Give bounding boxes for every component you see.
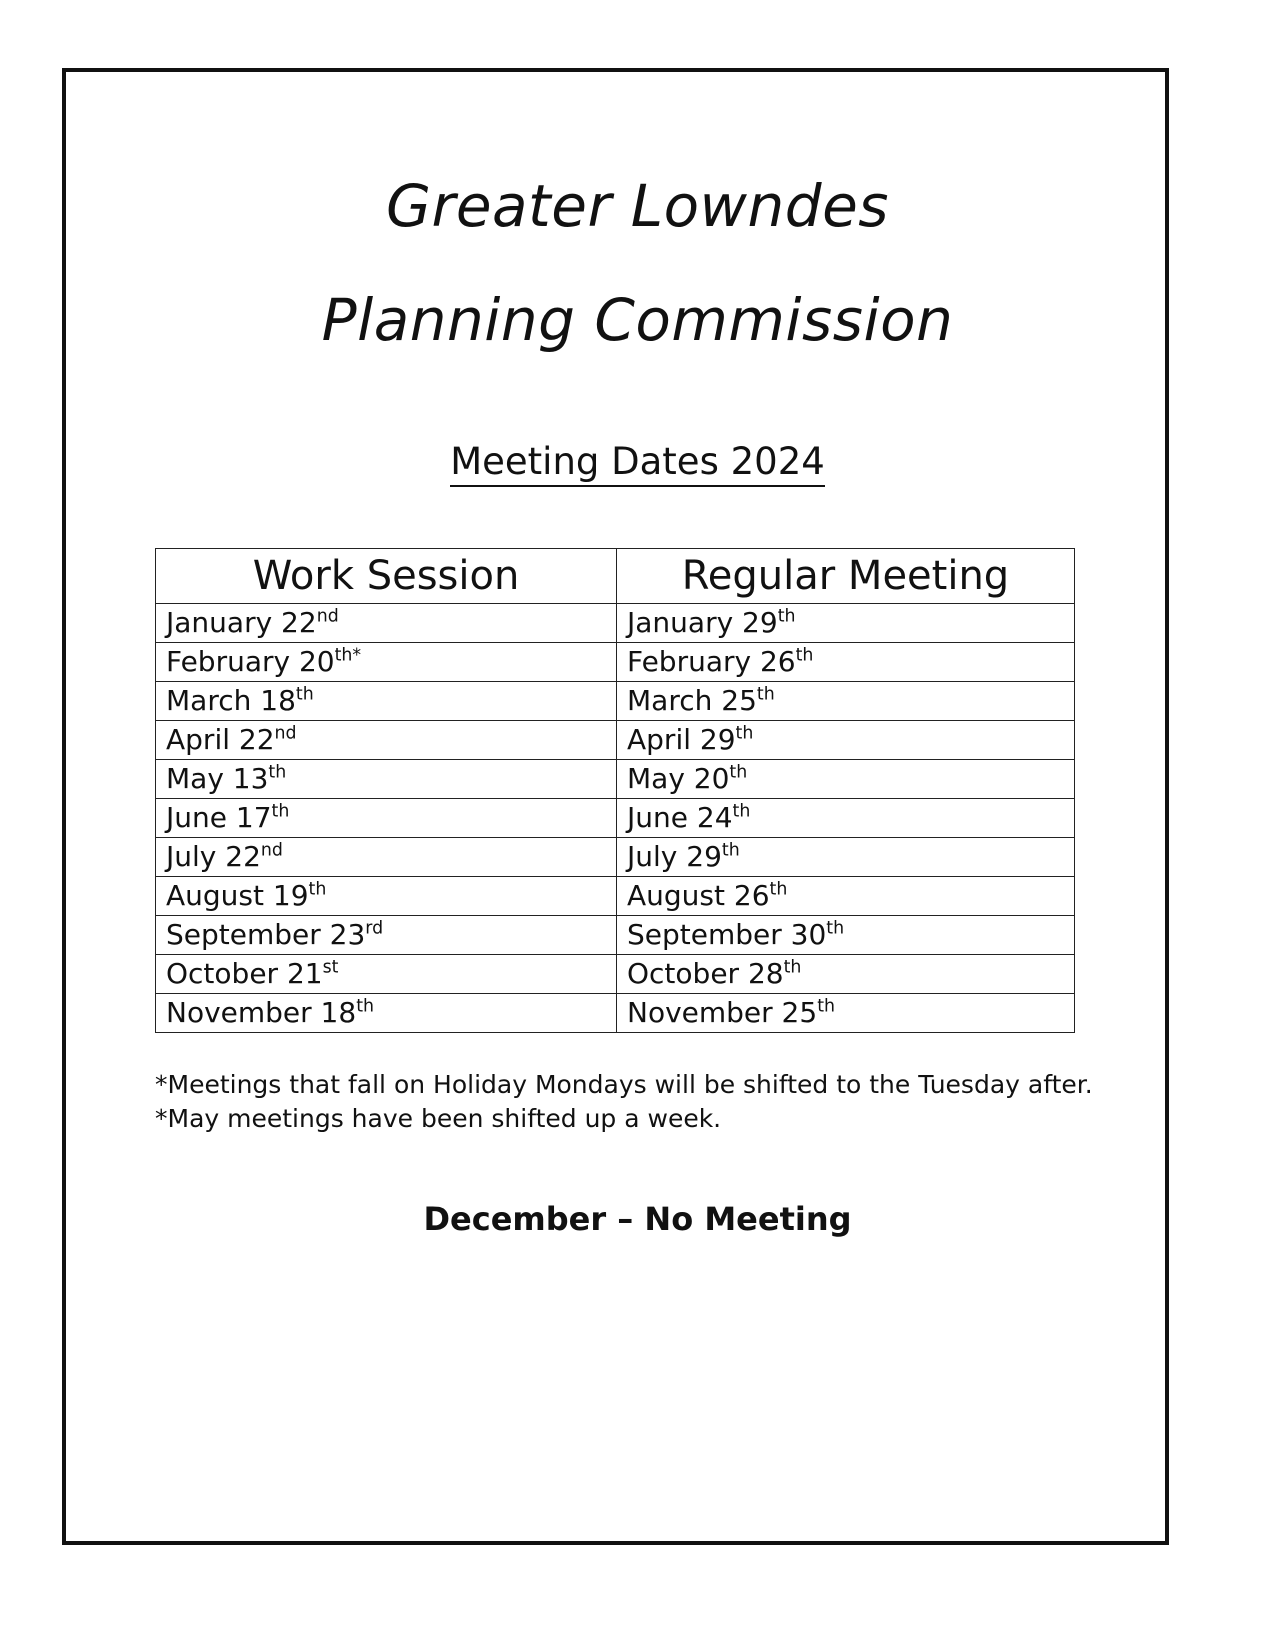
meeting-schedule-table xyxy=(155,548,1075,1033)
date-text: September 23 xyxy=(166,918,366,951)
date-ordinal-suffix: th xyxy=(295,684,314,705)
date-ordinal-suffix: th xyxy=(732,801,751,822)
regular-meeting-date xyxy=(617,955,1075,994)
date-ordinal-suffix: th xyxy=(356,996,375,1017)
date-text: October 28 xyxy=(627,957,784,990)
date-ordinal-suffix: th xyxy=(756,684,775,705)
table-row xyxy=(156,877,1075,916)
page-subtitle xyxy=(0,440,1275,483)
table-body xyxy=(156,604,1075,1033)
date-text: July 29 xyxy=(627,840,722,873)
date-text: February 20 xyxy=(166,645,335,678)
table-row xyxy=(156,799,1075,838)
date-ordinal-suffix: th xyxy=(783,957,802,978)
december-notice: December – No Meeting xyxy=(423,1200,852,1238)
date-text: March 25 xyxy=(627,684,757,717)
date-ordinal-suffix: th xyxy=(826,918,845,939)
work-session-date xyxy=(156,604,617,643)
subtitle-text: Meeting Dates 2024 xyxy=(450,440,825,487)
table-row xyxy=(156,682,1075,721)
date-text: January 22 xyxy=(166,606,317,639)
work-session-date xyxy=(156,799,617,838)
regular-meeting-date xyxy=(617,916,1075,955)
date-ordinal-suffix: th* xyxy=(334,645,362,666)
regular-meeting-date xyxy=(617,760,1075,799)
table-header-row xyxy=(156,549,1075,604)
regular-meeting-date xyxy=(617,643,1075,682)
footnote-holiday: *Meetings that fall on Holiday Mondays will be shifted to the Tuesday after. xyxy=(155,1070,1093,1099)
table-row xyxy=(156,643,1075,682)
work-session-date xyxy=(156,682,617,721)
regular-meeting-date xyxy=(617,604,1075,643)
date-text: January 29 xyxy=(627,606,778,639)
date-text: November 25 xyxy=(627,996,818,1029)
regular-meeting-date xyxy=(617,799,1075,838)
date-text: June 24 xyxy=(627,801,733,834)
title-line-1: Greater Lowndes xyxy=(386,172,889,240)
date-text: August 26 xyxy=(627,879,770,912)
date-text: April 22 xyxy=(166,723,275,756)
work-session-date xyxy=(156,955,617,994)
date-text: March 18 xyxy=(166,684,296,717)
footnote-may: *May meetings have been shifted up a week. xyxy=(155,1104,722,1133)
date-ordinal-suffix: th xyxy=(721,840,740,861)
date-text: May 13 xyxy=(166,762,269,795)
table-row xyxy=(156,838,1075,877)
regular-meeting-date xyxy=(617,721,1075,760)
date-ordinal-suffix: th xyxy=(735,723,754,744)
work-session-date xyxy=(156,838,617,877)
date-ordinal-suffix: th xyxy=(308,879,327,900)
date-text: May 20 xyxy=(627,762,730,795)
date-ordinal-suffix: nd xyxy=(260,840,283,861)
date-ordinal-suffix: rd xyxy=(365,918,384,939)
date-text: September 30 xyxy=(627,918,827,951)
work-session-date xyxy=(156,643,617,682)
title-line-2: Planning Commission xyxy=(321,286,954,354)
date-ordinal-suffix: st xyxy=(322,957,339,978)
column-header-regular-meeting: Regular Meeting xyxy=(617,549,1075,604)
work-session-date xyxy=(156,760,617,799)
date-ordinal-suffix: th xyxy=(795,645,814,666)
regular-meeting-date xyxy=(617,682,1075,721)
table-row xyxy=(156,955,1075,994)
regular-meeting-date xyxy=(617,877,1075,916)
date-ordinal-suffix: nd xyxy=(274,723,297,744)
date-ordinal-suffix: th xyxy=(271,801,290,822)
date-text: August 19 xyxy=(166,879,309,912)
date-text: February 26 xyxy=(627,645,796,678)
table-row xyxy=(156,994,1075,1033)
work-session-date xyxy=(156,916,617,955)
date-text: June 17 xyxy=(166,801,272,834)
date-text: April 29 xyxy=(627,723,736,756)
date-ordinal-suffix: th xyxy=(777,606,796,627)
date-text: July 22 xyxy=(166,840,261,873)
table-row xyxy=(156,916,1075,955)
date-ordinal-suffix: th xyxy=(729,762,748,783)
table-row xyxy=(156,760,1075,799)
date-ordinal-suffix: th xyxy=(769,879,788,900)
regular-meeting-date xyxy=(617,838,1075,877)
date-text: November 18 xyxy=(166,996,357,1029)
footnotes xyxy=(155,1068,1093,1136)
work-session-date xyxy=(156,877,617,916)
date-ordinal-suffix: nd xyxy=(316,606,339,627)
work-session-date xyxy=(156,994,617,1033)
column-header-work-session: Work Session xyxy=(156,549,617,604)
work-session-date xyxy=(156,721,617,760)
date-ordinal-suffix: th xyxy=(268,762,287,783)
regular-meeting-date xyxy=(617,994,1075,1033)
table-row xyxy=(156,604,1075,643)
date-ordinal-suffix: th xyxy=(817,996,836,1017)
table-row xyxy=(156,721,1075,760)
date-text: October 21 xyxy=(166,957,323,990)
